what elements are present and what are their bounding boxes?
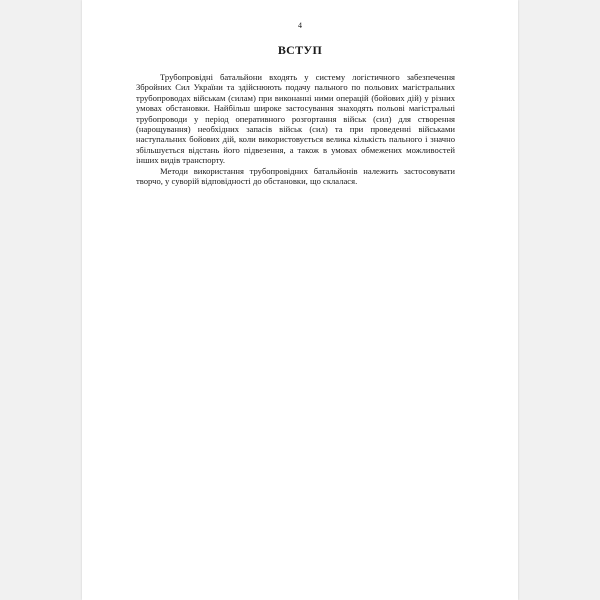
page-number: 4 — [298, 21, 302, 30]
body-text — [136, 72, 455, 186]
paragraph: Трубопровідні батальйони входять у систему логістичного забезпечення Збройних Сил України та здійснюють подачу пального по польових магістральних трубопроводах військам (силам) при виконанні ними операцій (бойових дій) у різних умовах обстановки. Найбільш широке застосування знаходять польові магістральні трубопроводи у період оперативного розгортання військ (сил) для створення (нарощування) необхідних запасів військ (сил) та при проведенні військами наступальних бойових дій, коли використовується велика кількість пального і значно збільшується відстань його підвезення, а також в умовах обмежених можливостей інших видів транспорту. — [136, 72, 455, 166]
section-title: ВСТУП — [277, 43, 323, 57]
paragraph: Методи використання трубопровідних батальйонів належить застосовувати творчо, у суворій відповідності до обстановки, що склалася. — [136, 165, 455, 187]
document-page — [82, 0, 518, 600]
